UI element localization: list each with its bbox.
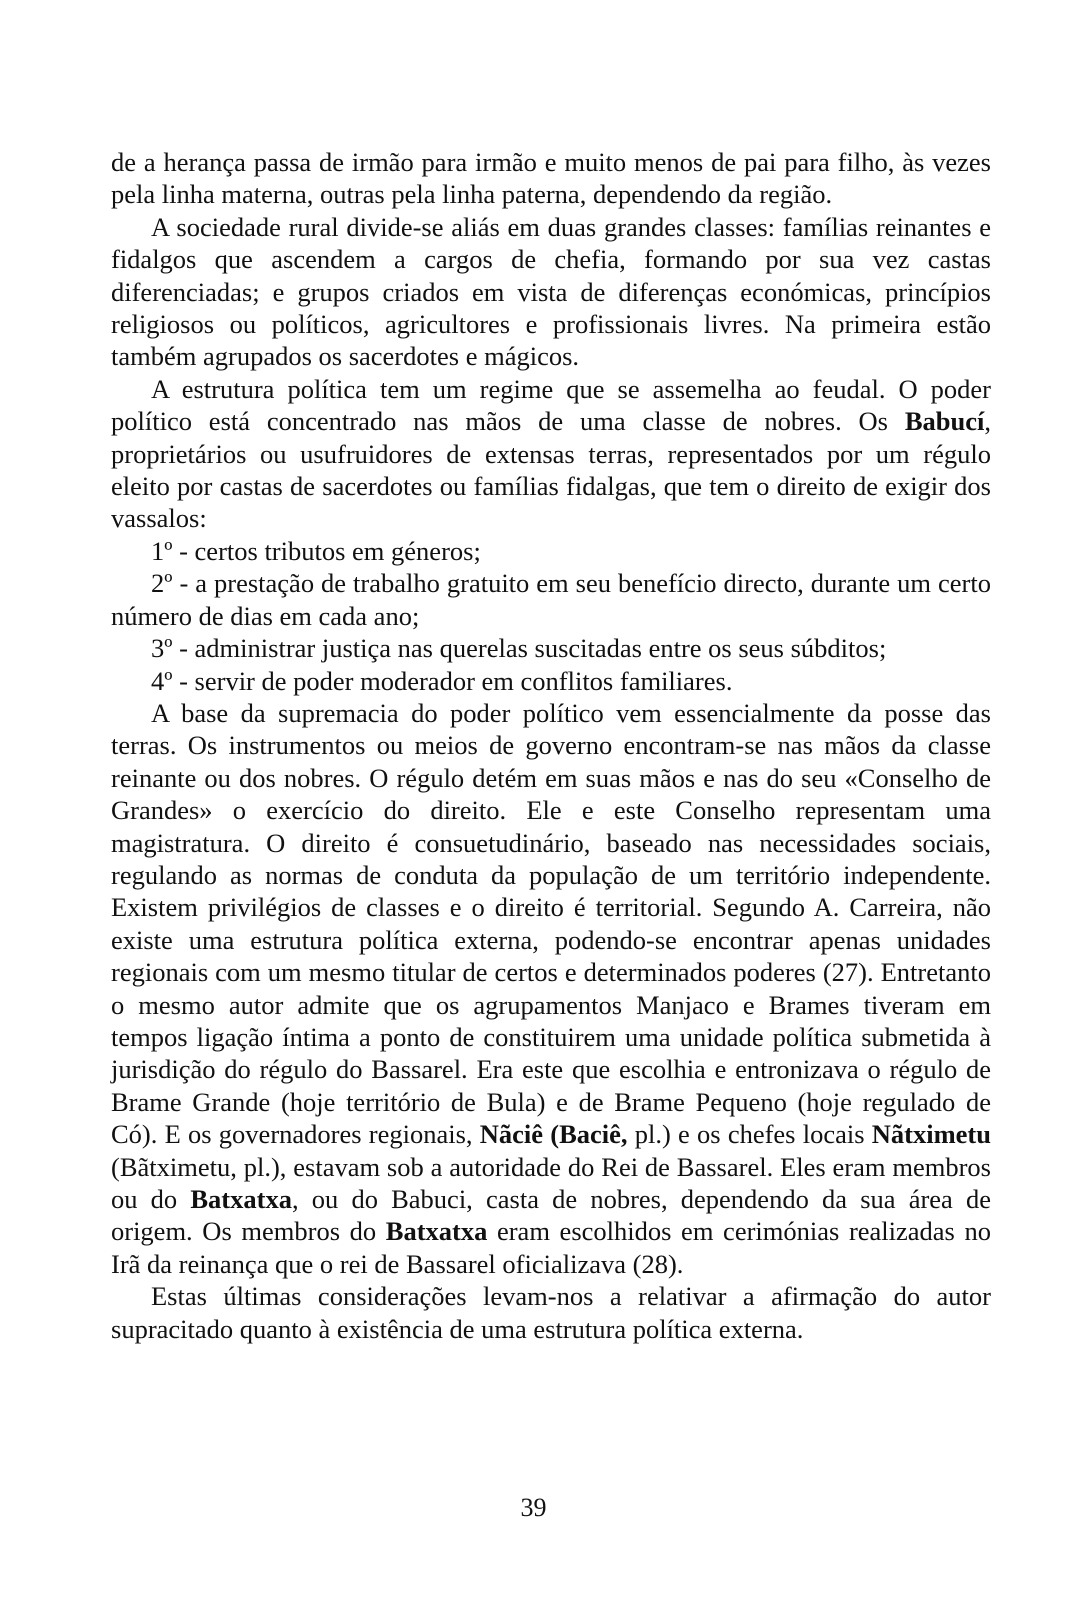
- list-item-4: 4º - servir de poder moderador em conflitos familiares.: [151, 665, 733, 696]
- paragraph-4-text-b: pl.) e os chefes locais: [627, 1119, 872, 1150]
- paragraph-4: [111, 697, 991, 1280]
- term-natximetu: Nãtximetu: [871, 1119, 991, 1150]
- paragraph-4-text-d: , ou do Babuci, casta de nobres, dependendo da sua área de origem. Os membros do: [111, 1184, 992, 1247]
- term-nacie: Nãciê (Baciê,: [479, 1119, 628, 1150]
- paragraph-1: de a herança passa de irmão para irmão e muito menos de pai para filho, às vezes pela linha materna, outras pela linha paterna, dependendo da região.: [111, 147, 991, 210]
- body-text: [111, 146, 991, 1345]
- paragraph-3: [111, 373, 991, 535]
- term-babuci: Babucí: [904, 406, 985, 437]
- list-item-2: 2º - a prestação de trabalho gratuito em seu benefício directo, durante um certo número de dias em cada ano;: [111, 568, 991, 631]
- paragraph-4-text-e: eram escolhidos em cerimónias realizadas no Irã da reinança que o rei de Bassarel oficializava (28).: [111, 1216, 991, 1279]
- paragraph-4-text-a: A base da supremacia do poder político vem essencialmente da posse das terras. Os instrumentos ou meios de governo encontram-se nas mãos da classe reinante ou dos nobres. O régulo detém em suas mãos e nas do seu «Conselho de Grandes» o exercício do direito. Ele e este Conselho representam uma magistratura. O direito é consuetudinário, baseado nas necessidades sociais, regulando as normas de conduta da população de um território independente. Existem privilégios de classes e o direito é territorial. Segundo A. Carreira, não existe uma estrutura política externa, podendo-se encontrar apenas unidades regionais com um mesmo titular de certos e determinados poderes (27). Entretanto o mesmo autor admite que os agrupamentos Manjaco e Brames tiveram em tempos ligação íntima a ponto de constituirem uma unidade política submetida à jurisdição do régulo do Bassarel. Era este que escolhia e entronizava o régulo de Brame Grande (hoje território de Bula) e de Brame Pequeno (hoje regulado de Có). E os governadores regionais,: [111, 697, 991, 1150]
- page-number: 39: [520, 1493, 547, 1522]
- list-item-1: 1º - certos tributos em géneros;: [151, 535, 481, 566]
- paragraph-3-text-a: A estrutura política tem um regime que se assemelha ao feudal. O poder político está concentrado nas mãos de uma classe de nobres. Os: [111, 373, 991, 437]
- term-batxatxa-1: Batxatxa: [190, 1184, 292, 1214]
- term-batxatxa-2: Batxatxa: [385, 1216, 488, 1247]
- paragraph-3-text-b: , proprietários ou usufruidores de extensas terras, representados por um régulo eleito por castas de sacerdotes ou famílias fidalgas, que tem o direito de exigir dos vassalos:: [111, 406, 991, 534]
- paragraph-4-text-c: (Bãtximetu, pl.), estavam sob a autoridade do Rei de Bassarel. Eles eram membros ou do: [111, 1151, 991, 1214]
- paragraph-2: A sociedade rural divide-se aliás em duas grandes classes: famílias reinantes e fidalgos que ascendem a cargos de chefia, formando por sua vez castas diferenciadas; e grupos criados em vista de diferenças económicas, princípios religiosos ou políticos, agricultores e profissionais livres. Na primeira estão também agrupados os sacerdotes e mágicos.: [111, 211, 991, 372]
- paragraph-5: Estas últimas considerações levam-nos a relativar a afirmação do autor supracitado quanto à existência de uma estrutura política externa.: [111, 1281, 991, 1344]
- list-item-3: 3º - administrar justiça nas querelas suscitadas entre os seus súbditos;: [151, 633, 887, 664]
